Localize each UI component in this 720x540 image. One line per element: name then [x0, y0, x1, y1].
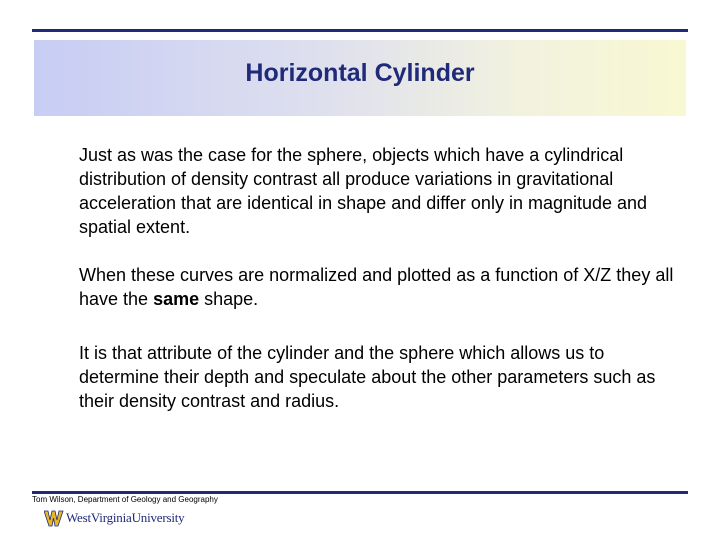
paragraph-2-text-end: shape. — [199, 289, 259, 309]
paragraph-2 — [79, 263, 679, 311]
paragraph-3: It is that attribute of the cylinder and the sphere which allows us to determine their depth and speculate about the other parameters such as their density contrast and radius. — [79, 343, 656, 411]
bottom-divider — [32, 491, 688, 494]
wv-flying-wv-logo-icon — [44, 508, 64, 528]
paragraph-2-bold-word: same — [153, 289, 200, 309]
paragraph-1: Just as was the case for the sphere, objects which have a cylindrical distribution of density contrast all produce variations in gravitational acceleration that are identical in shape and differ only in magnitude and spatial extent. — [79, 145, 648, 237]
slide-title: Horizontal Cylinder — [245, 59, 475, 87]
university-logo-text: WestVirginiaUniversity — [66, 510, 185, 525]
university-logo — [44, 507, 184, 529]
paragraph-2-text-start: When these curves are normalized and plotted as a function of X/Z they all have the — [79, 265, 674, 309]
footer-credit: Tom Wilson, Department of Geology and Geography — [32, 495, 218, 504]
top-divider — [32, 29, 688, 32]
